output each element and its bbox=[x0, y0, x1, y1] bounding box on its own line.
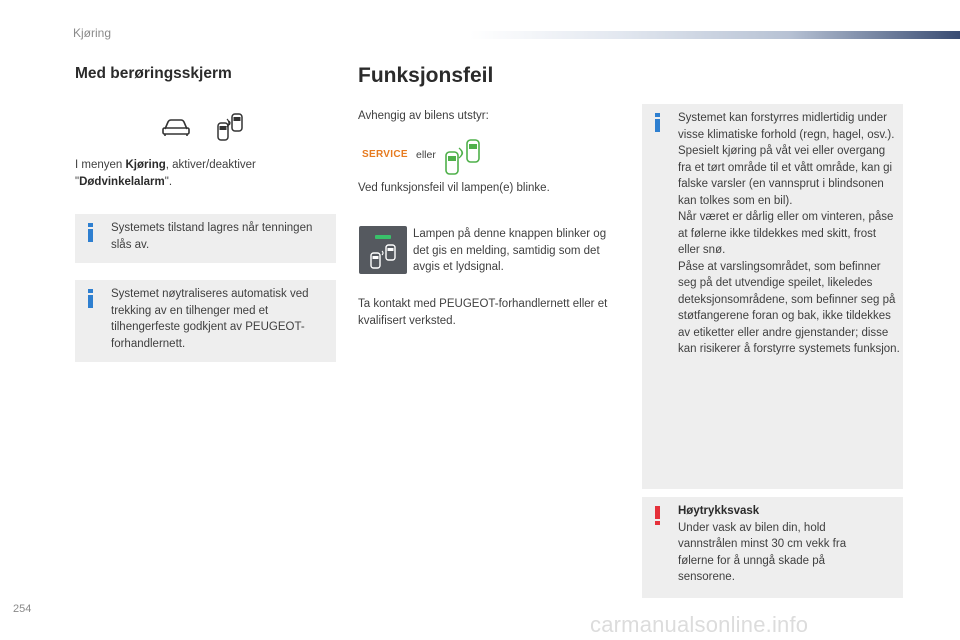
warning-icon bbox=[655, 506, 660, 525]
warning-title: Høytrykksvask bbox=[678, 505, 760, 517]
or-label: eller bbox=[416, 149, 436, 161]
info-box-state-saved: Systemets tilstand lagres når tenningen slås av. bbox=[75, 214, 336, 263]
warning-box-pressure-washing bbox=[642, 497, 903, 598]
malfunction-section-title: Funksjonsfeil bbox=[358, 64, 494, 87]
page-number: 254 bbox=[13, 603, 32, 615]
blink-explanation: Ved funksjonsfeil vil lampen(e) blinke. bbox=[358, 182, 550, 194]
equipment-intro: Avhengig av bilens utstyr: bbox=[358, 110, 489, 122]
menu-name: Kjøring bbox=[125, 159, 166, 171]
info-icon bbox=[88, 289, 93, 308]
button-car-icon bbox=[369, 244, 399, 270]
button-blink-description: Lampen på denne knappen blinker og det gis en melding, samtidig som det avgis et lydsignal. bbox=[413, 228, 607, 273]
disturbance-info-text: Systemet kan forstyrres midlertidig under visse klimatiske forhold (regn, hagel, osv.). Spesielt kjøring på våt vei eller overgang fra et tørt område til et vått område, kan gi falske varsler (en vannsprut i blindsonen kan tolkes som en bil). Når været er dårlig eller om vinteren, påse at følerne ikke tildekkes med skitt, frost eller snø. Påse at varslingsområdet, som befinner seg på det utvendige speilet, likeledes deteksjonsområdene, som befinner seg på støtfangerene foran og bak, ikke tildekkes av etiketter eller andre gjenstander; disse kan risikerer å forstyrre systemets funksjon. bbox=[678, 112, 900, 355]
contact-dealer-text: Ta kontakt med PEUGEOT-forhandlernett eller et kvalifisert verksted. bbox=[358, 298, 608, 327]
blind-spot-car-icon bbox=[216, 112, 244, 142]
service-warning-label: SERVICE bbox=[362, 149, 408, 160]
button-led-indicator bbox=[375, 235, 391, 239]
section-header-label: Kjøring bbox=[73, 26, 112, 40]
watermark: carmanualsonline.info bbox=[590, 612, 809, 637]
car-outline-icon bbox=[161, 117, 191, 137]
blind-spot-warning-light-icon bbox=[443, 138, 483, 176]
touchscreen-section-title: Med berøringsskjerm bbox=[75, 65, 232, 82]
info-icon bbox=[88, 223, 93, 242]
function-name: Dødvinkelalarm bbox=[79, 175, 165, 188]
touchscreen-menu-instruction: I menyen Kjøring, aktiver/deaktiver "Dødvinkelalarm". bbox=[75, 159, 256, 188]
warning-text: Under vask av bilen din, hold vannstrålen minst 30 cm vekk fra følerne for å unngå skade på sensorene. bbox=[678, 521, 847, 583]
info-box-trailer: Systemet nøytraliseres automatisk ved trekking av en tilhenger med et tilhengerfeste godkjent av PEUGEOT-forhandlernett. bbox=[75, 280, 336, 362]
info-icon bbox=[655, 113, 660, 132]
info-box-disturbances bbox=[642, 104, 903, 489]
blind-spot-button-image bbox=[359, 226, 407, 274]
header-gradient-bar bbox=[470, 31, 960, 39]
